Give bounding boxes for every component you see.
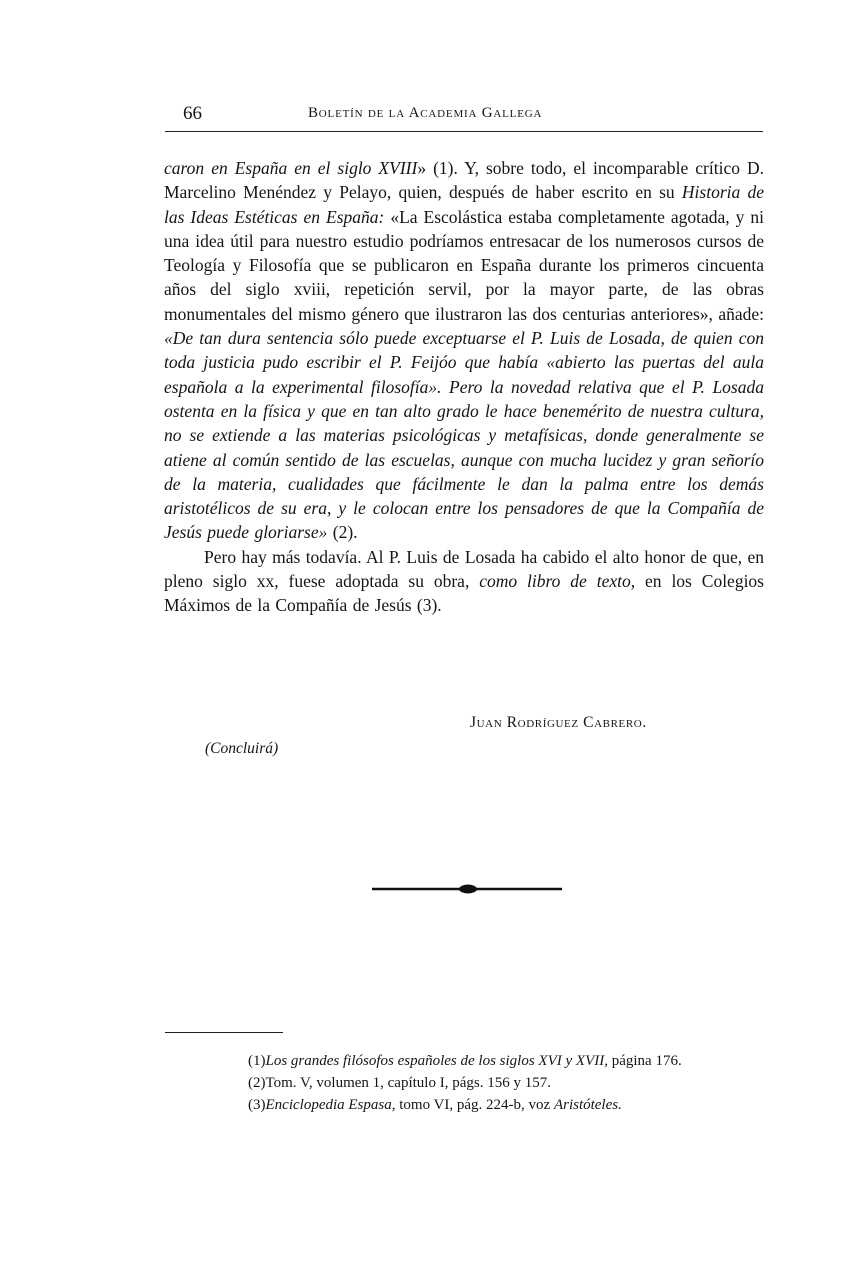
footnotes [164,1050,764,1116]
footnote-2 [164,1072,764,1094]
ornament-dot [459,885,477,894]
footnote-rule [165,1032,283,1033]
italic-span: como libro de texto, [479,571,636,592]
continuation-note: (Concluirá) [205,740,279,757]
quotation: «De tan dura sentencia sólo puede exceptuarse el P. Luis de Losada, de quien con toda justicia pudo escribir el P. Feijóo que había «abierto las puertas del aula española a la experimental filosofía». Pero la novedad relativa que el P. Losada ostenta en la física y que en tan alto grado le hace benemérito de nuestra cultura, no se extiende a las materias psicológicas y metafísicas, donde generalmente se atiene al común sentido de las escuelas, aunque con mucha lucidez y gran señorío de la materia, cualidades que fácilmente le dan la palma entre los demás aristotélicos de su era, y le colocan entre los pensadores de que la Compañía de Jesús puede gloriarse» [164,328,764,543]
footnote-3 [164,1094,764,1116]
footnote-number: (1) [248,1053,266,1069]
text-span: » (1). Y, sobre todo, el incomparable crítico D. Marcelino Menéndez y Pelayo, quien, después de haber escrito en su [164,158,764,203]
footnote-1 [164,1050,764,1072]
footnote-text: Tom. V, volumen 1, capítulo I, págs. 156 y 157. [265,1075,551,1091]
book-title: Historia de las Ideas Estéticas en España: [164,182,764,227]
footnote-text: página 176. [607,1053,682,1069]
paragraph-1 [164,156,764,545]
body-text [164,156,764,618]
page-header [165,103,763,131]
footnote-italic: Aristóteles. [553,1097,622,1113]
paragraph-2 [164,545,764,618]
text-span: Pero hay más todavía. Al P. Luis de Losada ha cabido el alto honor de que, en pleno siglo xx, fuese adoptada su obra, [164,546,764,592]
footnote-text: tomo VI, pág. 224-b, voz [395,1097,554,1113]
footnote-italic: Los grandes filósofos españoles de los siglos XVI y XVII, [265,1053,608,1069]
italic-span: caron en España en el siglo XVIII [164,158,418,178]
author-signature: Juan Rodríguez Cabrero. [470,714,647,731]
header-rule [165,131,763,132]
text-span: «La Escolástica estaba completamente agotada, y ni una idea útil para nuestro estudio podríamos entresacar de los numerosos cursos de Teología y Filosofía que se publicaron en España durante los primeros cincuenta años del siglo xviii, repetición servil, por la mayor parte, de las obras monumentales del mismo género que ilustraron las dos centurias anteriores», añade: [164,206,764,324]
footnote-italic: Enciclopedia Espasa, [265,1097,396,1113]
page-number: 66 [183,103,202,124]
text-span: (2). [327,522,358,543]
text-span: en los Colegios Máximos de la Compañía de Jesús (3). [164,571,764,616]
running-title: Boletín de la Academia Gallega [308,105,543,121]
section-ornament [372,882,562,896]
footnote-number: (2) [248,1075,266,1091]
footnote-number: (3) [248,1097,266,1113]
